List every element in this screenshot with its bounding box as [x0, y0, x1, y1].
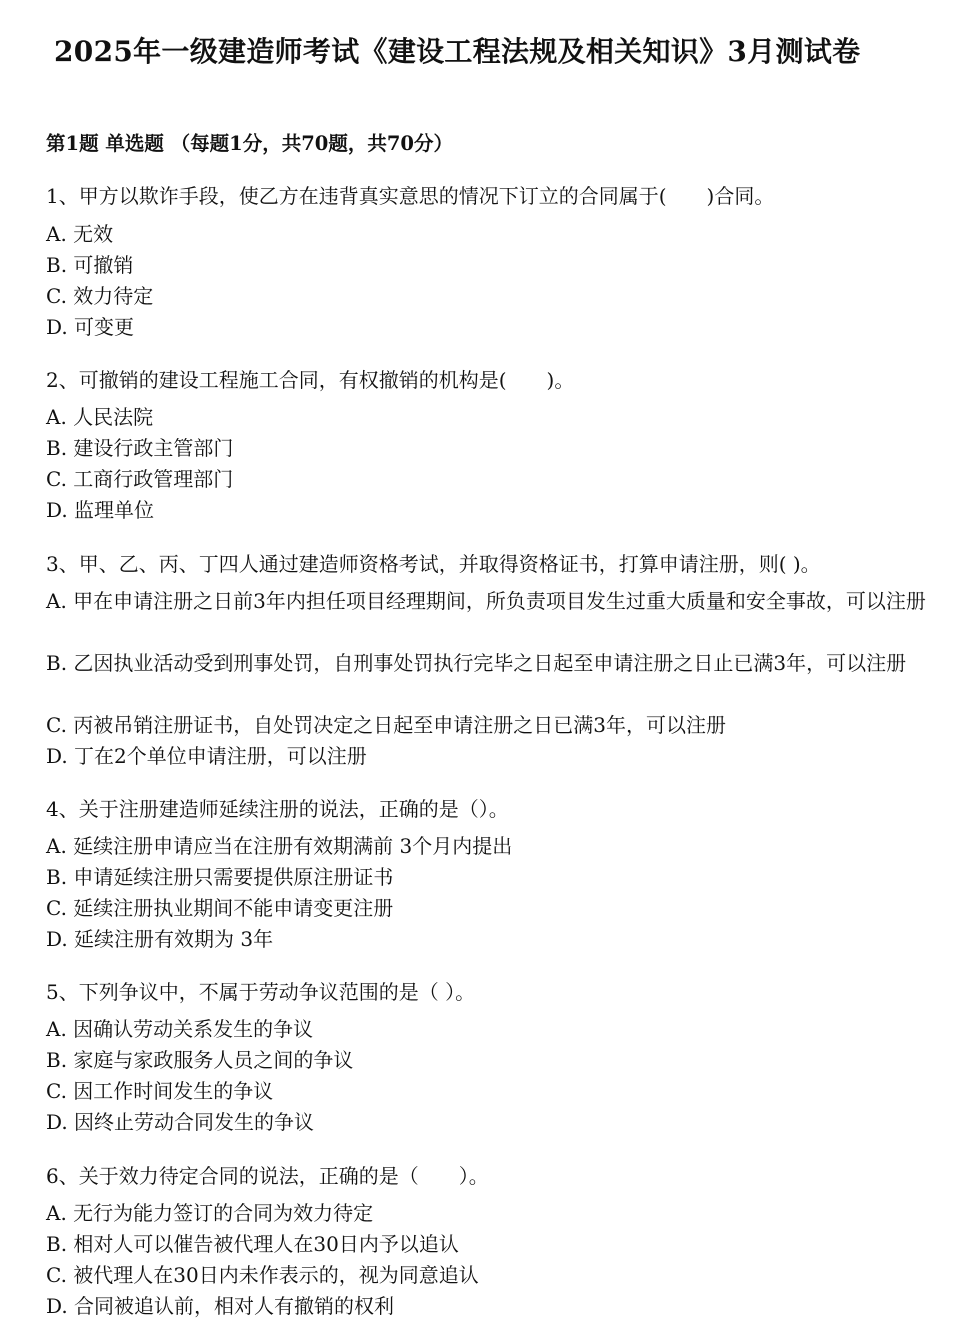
answer-option: B. 申请延续注册只需要提供原注册证书: [46, 865, 394, 889]
question-stem: 1、甲方以欺诈手段，使乙方在违背真实意思的情况下订立的合同属于( )合同。: [46, 184, 775, 208]
answer-option: B. 建设行政主管部门: [46, 436, 234, 460]
answer-option: B. 乙因执业活动受到刑事处罚，自刑事处罚执行完毕之日起至申请注册之日止已满3年，可以注册: [46, 651, 907, 675]
answer-option: A. 因确认劳动关系发生的争议: [46, 1017, 314, 1041]
question-stem: 4、关于注册建造师延续注册的说法，正确的是（）。: [46, 797, 509, 821]
section-header: 第1题 单选题 （每题1分，共70题，共70分）: [46, 132, 453, 155]
answer-option: D. 监理单位: [46, 498, 155, 522]
document-title: 2025年一级建造师考试《建设工程法规及相关知识》3月测试卷: [54, 35, 861, 68]
answer-option: D. 丁在2个单位申请注册，可以注册: [46, 744, 367, 768]
answer-option: A. 无行为能力签订的合同为效力待定: [46, 1201, 374, 1225]
answer-option: C. 被代理人在30日内未作表示的，视为同意追认: [46, 1263, 479, 1287]
question-stem: 5、下列争议中，不属于劳动争议范围的是（ ）。: [46, 980, 476, 1004]
answer-option: C. 丙被吊销注册证书，自处罚决定之日起至申请注册之日已满3年，可以注册: [46, 713, 727, 737]
answer-option: B. 家庭与家政服务人员之间的争议: [46, 1048, 354, 1072]
question-stem: 3、甲、乙、丙、丁四人通过建造师资格考试，并取得资格证书，打算申请注册，则( )。: [46, 552, 821, 576]
question-stem: 2、可撤销的建设工程施工合同，有权撤销的机构是( )。: [46, 368, 575, 392]
answer-option: B. 相对人可以催告被代理人在30日内予以追认: [46, 1232, 459, 1256]
answer-option: C. 效力待定: [46, 284, 154, 308]
answer-option: D. 可变更: [46, 315, 135, 339]
answer-option: C. 延续注册执业期间不能申请变更注册: [46, 896, 394, 920]
answer-option: D. 合同被追认前，相对人有撤销的权利: [46, 1294, 395, 1318]
answer-option: B. 可撤销: [46, 253, 134, 277]
answer-option: A. 甲在申请注册之日前3年内担任项目经理期间，所负责项目发生过重大质量和安全事故，可以注册: [46, 589, 926, 613]
question-stem: 6、关于效力待定合同的说法，正确的是（ ）。: [46, 1164, 489, 1188]
answer-option: D. 因终止劳动合同发生的争议: [46, 1110, 315, 1134]
answer-option: A. 无效: [46, 222, 114, 246]
answer-option: D. 延续注册有效期为 3年: [46, 927, 274, 951]
answer-option: C. 工商行政管理部门: [46, 467, 234, 491]
answer-option: C. 因工作时间发生的争议: [46, 1079, 274, 1103]
answer-option: A. 人民法院: [46, 405, 154, 429]
answer-option: A. 延续注册申请应当在注册有效期满前 3个月内提出: [46, 834, 513, 858]
